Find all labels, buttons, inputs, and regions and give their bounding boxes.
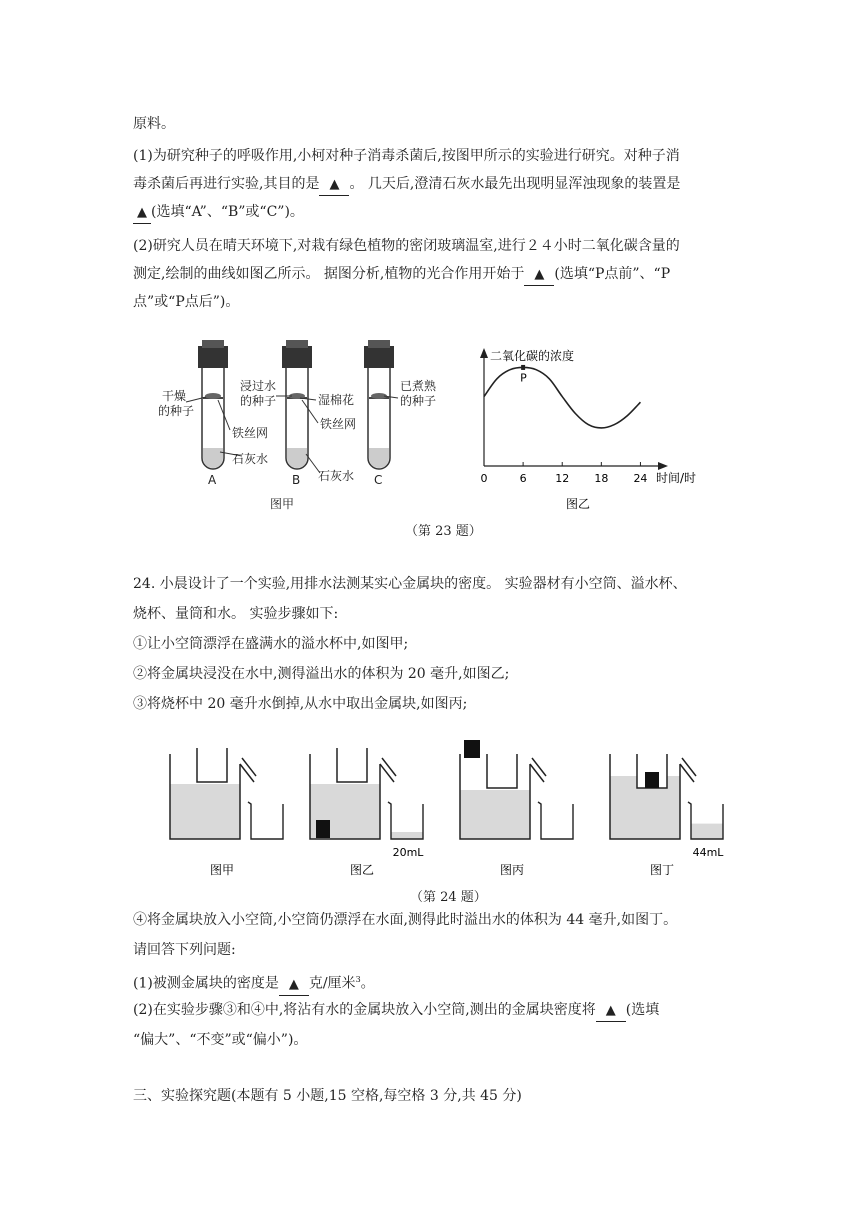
small-cup xyxy=(487,754,517,788)
tube-label-b: B xyxy=(292,473,301,487)
caption-setup: 图甲 xyxy=(209,863,235,877)
caption-setup: 图乙 xyxy=(349,863,375,877)
unit-superscript: 3 xyxy=(355,975,361,984)
small-cup xyxy=(337,748,367,782)
blank-marker: ▲ xyxy=(605,1003,616,1018)
x-tick-label: 6 xyxy=(519,472,527,485)
tube-b xyxy=(282,340,312,469)
text-segment: 。 几天后,澄清石灰水最先出现明显浑浊现象的装置是 xyxy=(349,176,681,192)
water xyxy=(170,784,240,839)
label-cooked-1: 已煮熟 xyxy=(400,379,437,393)
label-dry-2: 的种子 xyxy=(158,404,195,418)
caption-fig-jia: 图甲 xyxy=(270,497,295,511)
label-cotton: 湿棉花 xyxy=(318,393,355,407)
text-line: 原料。 xyxy=(133,116,175,132)
text-line: 点”或“P点后”)。 xyxy=(133,294,240,310)
text-line xyxy=(133,1000,659,1022)
blank-marker: ▲ xyxy=(534,267,545,282)
blank-marker: ▲ xyxy=(329,177,340,192)
spout xyxy=(240,758,256,782)
volume-label: 20mL xyxy=(392,846,424,859)
blank-marker: ▲ xyxy=(137,205,147,220)
text-segment: 毒杀菌后再进行实验,其目的是 xyxy=(133,176,320,192)
spout xyxy=(530,758,546,782)
caption-q24: （第 24 题） xyxy=(410,890,487,905)
answer-blank xyxy=(279,974,309,996)
text-segment: (选填“P点前”、“P xyxy=(554,266,671,282)
setup-1 xyxy=(170,748,283,877)
answer-blank xyxy=(596,1000,626,1022)
text-line xyxy=(133,174,680,196)
volume-label: 44mL xyxy=(692,846,724,859)
caption-setup: 图丙 xyxy=(499,863,525,877)
point-p-marker xyxy=(521,365,525,370)
beaker-water xyxy=(691,824,723,839)
text-line: (2)研究人员在晴天环境下,对栽有绿色植物的密闭玻璃温室,进行２４小时二氧化碳含量的 xyxy=(133,238,680,254)
water xyxy=(460,790,530,839)
answer-blank xyxy=(524,264,554,286)
setup-2 xyxy=(310,748,424,877)
text-segment: (2)在实验步骤③和④中,将沾有水的金属块放入小空筒,测出的金属块密度将 xyxy=(133,1002,596,1018)
metal-block xyxy=(464,740,480,758)
text-line xyxy=(133,202,304,224)
caption-fig-yi: 图乙 xyxy=(566,497,591,511)
text-segment: 克/厘米 xyxy=(308,975,356,992)
text-segment: 。 xyxy=(360,975,375,992)
spout xyxy=(380,758,396,782)
text-line xyxy=(133,970,375,996)
co2-curve xyxy=(484,367,640,427)
label-mesh-1: 铁丝网 xyxy=(232,426,269,440)
text-line: 24. 小晨设计了一个实验,用排水法测某实心金属块的密度。 实验器材有小空筒、溢水杯、 xyxy=(133,576,687,592)
metal-block xyxy=(645,772,659,788)
y-axis-arrow xyxy=(480,348,488,358)
label-mesh-2: 铁丝网 xyxy=(320,417,357,431)
x-tick-label: 0 xyxy=(480,472,488,485)
label-lime-1: 石灰水 xyxy=(232,452,269,466)
section-heading: 三、实验探究题(本题有 5 小题,15 空格,每空格 3 分,共 45 分) xyxy=(133,1088,522,1104)
text-line: ②将金属块浸没在水中,测得溢出水的体积为 20 毫升,如图乙; xyxy=(133,666,510,682)
x-tick-label: 24 xyxy=(633,472,648,485)
label-cooked-2: 的种子 xyxy=(400,394,437,408)
x-tick-label: 18 xyxy=(594,472,609,485)
beaker xyxy=(248,802,283,839)
text-line: (1)为研究种子的呼吸作用,小柯对种子消毒杀菌后,按图甲所示的实验进行研究。对种子消 xyxy=(133,148,680,164)
text-line: 烧杯、量筒和水。 实验步骤如下: xyxy=(133,606,339,622)
tube-label-c: C xyxy=(374,473,383,487)
text-segment: (选填“A”、“B”或“C”)。 xyxy=(151,204,304,220)
tube-c xyxy=(364,340,394,469)
x-axis-arrow xyxy=(658,462,668,470)
x-axis-label: 时间/时 xyxy=(656,471,697,485)
tube-label-a: A xyxy=(208,473,217,487)
text-segment: 测定,绘制的曲线如图乙所示。 据图分析,植物的光合作用开始于 xyxy=(133,266,525,282)
setup-3 xyxy=(460,740,573,877)
text-line: 请回答下列问题: xyxy=(133,942,236,958)
text-segment: (1)被测金属块的密度是 xyxy=(133,975,279,992)
y-axis-label: 二氧化碳的浓度 xyxy=(490,349,575,363)
text-line xyxy=(133,264,670,286)
small-cup xyxy=(197,748,227,782)
setup-4 xyxy=(610,754,724,877)
answer-blank xyxy=(133,202,151,224)
label-dry-1: 干燥 xyxy=(162,389,187,403)
label-soak-2: 的种子 xyxy=(240,394,277,408)
x-tick-label: 12 xyxy=(555,472,570,485)
caption-q23: （第 23 题） xyxy=(405,524,482,539)
text-line: ①让小空筒漂浮在盛满水的溢水杯中,如图甲; xyxy=(133,636,409,652)
text-line: ④将金属块放入小空筒,小空筒仍漂浮在水面,测得此时溢出水的体积为 44 毫升,如图丁。 xyxy=(133,912,678,928)
co2-chart xyxy=(480,348,696,511)
blank-marker: ▲ xyxy=(288,976,299,992)
figure-23 xyxy=(140,330,730,525)
label-soak-1: 浸过水 xyxy=(240,379,277,393)
answer-blank xyxy=(319,174,349,196)
tube-a xyxy=(198,340,228,469)
beaker xyxy=(538,802,573,839)
metal-block xyxy=(316,820,330,838)
beaker-water xyxy=(391,832,423,839)
text-segment: (选填 xyxy=(625,1002,660,1018)
figure-24 xyxy=(160,734,750,904)
label-lime-2: 石灰水 xyxy=(318,469,355,483)
text-line: ③将烧杯中 20 毫升水倒掉,从水中取出金属块,如图丙; xyxy=(133,696,468,712)
caption-setup: 图丁 xyxy=(649,863,675,877)
spout xyxy=(680,758,696,782)
text-line: “偏大”、“不变”或“偏小”)。 xyxy=(133,1032,308,1048)
point-p-label: P xyxy=(520,371,527,385)
